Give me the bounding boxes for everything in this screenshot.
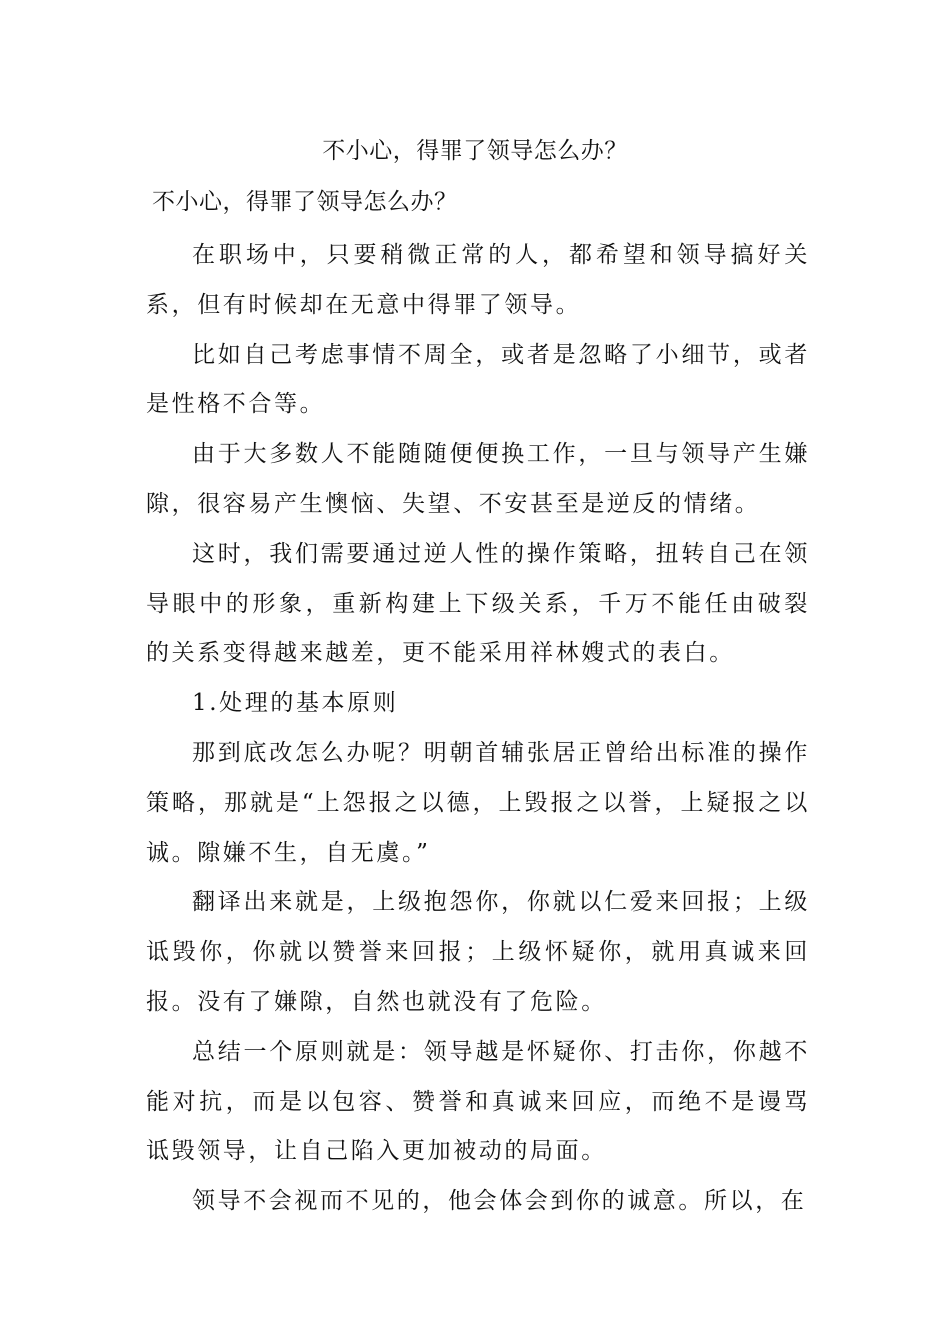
paragraph: 那到底改怎么办呢？明朝首辅张居正曾给出标准的操作策略，那就是“上怨报之以德，上毁报之以誉，上疑报之以诚。隙嫌不生，自无虞。” [146, 739, 810, 866]
paragraph: 翻译出来就是，上级抱怨你，你就以仁爱来回报；上级诋毁你，你就以赞誉来回报；上级怀疑你，就用真诚来回报。没有了嫌隙，自然也就没有了危险。 [146, 889, 810, 1015]
section-heading: 1.处理的基本原则 [192, 690, 399, 717]
paragraph: 由于大多数人不能随随便便换工作，一旦与领导产生嫌隙，很容易产生懊恼、失望、不安甚至是逆反的情绪。 [146, 441, 810, 517]
paragraph: 这时，我们需要通过逆人性的操作策略，扭转自己在领导眼中的形象，重新构建上下级关系，千万不能任由破裂的关系变得越来越差，更不能采用祥林嫂式的表白。 [146, 540, 810, 667]
document-body [146, 231, 810, 1227]
paragraph: 领导不会视而不见的，他会体会到你的诚意。所以，在 [192, 1188, 807, 1215]
document-subtitle: 不小心，得罪了领导怎么办？ [152, 189, 458, 215]
document-title: 不小心，得罪了领导怎么办？ [322, 138, 628, 164]
paragraph: 总结一个原则就是：领导越是怀疑你、打击你，你越不能对抗，而是以包容、赞誉和真诚来回应，而绝不是谩骂诋毁领导，让自己陷入更加被动的局面。 [146, 1038, 810, 1165]
paragraph: 比如自己考虑事情不周全，或者是忽略了小细节，或者是性格不合等。 [146, 341, 810, 418]
paragraph: 在职场中，只要稍微正常的人，都希望和领导搞好关系，但有时候却在无意中得罪了领导。 [146, 242, 810, 318]
